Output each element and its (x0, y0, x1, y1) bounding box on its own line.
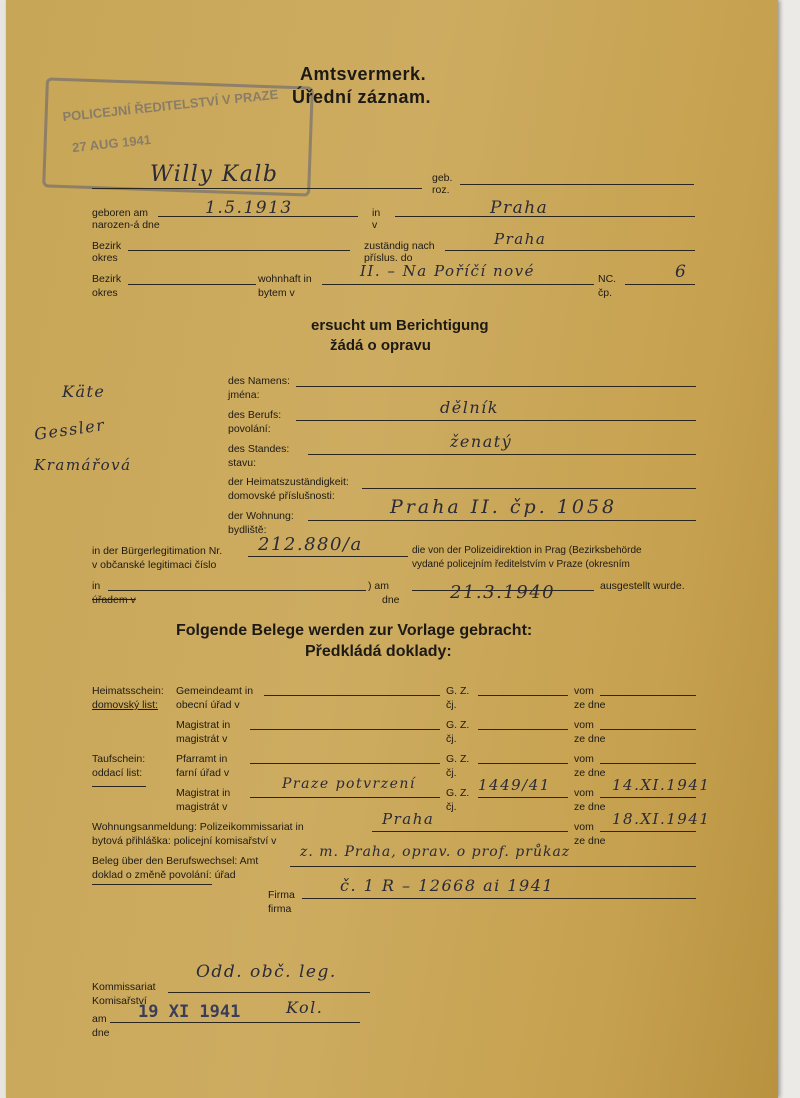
cp-label: čp. (598, 287, 613, 299)
nc-label: NC. (598, 273, 617, 285)
legit-ausgestellt: ausgestellt wurde. (600, 580, 685, 592)
birth-date-hw: 1.5.1913 (205, 198, 293, 218)
name-hw: Willy Kalb (150, 162, 279, 187)
corr-heimat-cs: domovské příslušnosti: (228, 490, 335, 502)
firma-value-hw: č. 1 R – 12668 ai 1941 (340, 876, 555, 895)
legit-de-prefix: in der Bürgerlegitimation Nr. (92, 545, 223, 557)
legit-uradem-label: úřadem v (92, 594, 136, 606)
corr-standes-cs: stavu: (228, 457, 257, 469)
legit-dne-label: dne (382, 594, 400, 606)
legit-de-suffix: die von der Polizeidirektion in Prag (Bezirksbehörde (412, 545, 642, 556)
wohnung-value-hw: Praha (382, 810, 435, 828)
margin-note-1: Käte (62, 382, 106, 401)
vom-label-5: vom (574, 821, 594, 833)
geb-label: geb. (432, 172, 453, 184)
wohnhaft-hw: II. – Na Poříčí nové (360, 262, 535, 280)
corr-namens-cs: jména: (228, 389, 260, 401)
vom-label-4: vom (574, 787, 594, 799)
geboren-label: geboren am (92, 207, 149, 219)
legit-date-hw: 21.3.1940 (450, 582, 556, 603)
legit-cs-prefix: v občanské legitimaci číslo (92, 559, 217, 571)
heimatsschein-label: Heimatsschein: (92, 685, 164, 697)
stamp-text-1: POLICEJNÍ ŘEDITELSTVÍ V PRAZE (61, 86, 279, 125)
corr-standes-de: des Standes: (228, 443, 290, 455)
magistrat-cs-label-1: magistrát v (176, 733, 228, 745)
zustandig-label: zuständig nach (364, 240, 435, 252)
zedne-label-3: ze dne (574, 767, 606, 779)
cj-label-3: čj. (446, 767, 457, 779)
stamp-text-2: 27 AUG 1941 (71, 131, 152, 156)
corr-berufs-value: dělník (440, 398, 499, 417)
corr-standes-value: ženatý (450, 432, 513, 451)
wohnhaft-label: wohnhaft in (258, 273, 312, 285)
section1-cs: žádá o opravu (330, 337, 431, 354)
beleg-value-hw: z. m. Praha, oprav. o prof. průkaz (300, 844, 571, 860)
farni-label: farní úřad v (176, 767, 230, 779)
oddaci-label: oddací list: (92, 767, 143, 779)
magistrat-value-hw: Praze potvrzení (282, 776, 416, 792)
corr-wohnung-cs: bydliště: (228, 524, 267, 536)
zedne-label-4: ze dne (574, 801, 606, 813)
zedne-label-2: ze dne (574, 733, 606, 745)
corr-wohnung-value: Praha II. čp. 1058 (390, 496, 618, 518)
in-label: in (372, 207, 381, 219)
firma-de: Firma (268, 889, 295, 901)
scan-edge (778, 0, 800, 1098)
magistrat-label-1: Magistrat in (176, 719, 231, 731)
gz-label-3: G. Z. (446, 753, 470, 765)
title-de: Amtsvermerk. (300, 64, 427, 84)
legit-cs-suffix: vydané policejním ředitelstvím v Praze (okresním (412, 559, 630, 570)
bezirk-label: Bezirk (92, 240, 122, 252)
magistrat-label-2: Magistrat in (176, 787, 231, 799)
gz-label-2: G. Z. (446, 719, 470, 731)
section2-cs: Předkládá doklady: (305, 643, 452, 660)
cj-label-1: čj. (446, 699, 457, 711)
nc-hw: 6 (675, 262, 688, 282)
zustandig-hw: Praha (494, 230, 547, 248)
date-stamp: 19 XI 1941 (138, 1002, 241, 1022)
vom-label-1: vom (574, 685, 594, 697)
roz-label: roz. (432, 184, 450, 196)
cj-label-4: čj. (446, 801, 457, 813)
initials-hw: Kol. (286, 998, 324, 1017)
beleg-cs: doklad o změně povolání: úřad (92, 869, 236, 881)
okres-label: okres (92, 252, 118, 264)
legit-am-label: ) am (368, 580, 389, 592)
birth-place-hw: Praha (490, 198, 549, 218)
wohnung-cs: bytová přihláška: policejní komisařství v (92, 835, 277, 847)
kommissariat-label: Kommissariat (92, 981, 156, 993)
corr-namens-de: des Namens: (228, 375, 290, 387)
vom-label-3: vom (574, 753, 594, 765)
obecni-label: obecní úřad v (176, 699, 240, 711)
magistrat-cs-label-2: magistrát v (176, 801, 228, 813)
vom-label-2: vom (574, 719, 594, 731)
legit-number-hw: 212.880/a (258, 534, 363, 555)
wohnung-vom-hw: 18.XI.1941 (612, 810, 711, 828)
am-label: am (92, 1013, 107, 1025)
narozen-label: narozen-á dne (92, 219, 160, 231)
title-cs: Úřední záznam. (292, 87, 432, 107)
zedne-label-5: ze dne (574, 835, 606, 847)
wohnung-de: Wohnungsanmeldung: Polizeikommissariat in (92, 821, 304, 833)
pfarramt-label: Pfarramt in (176, 753, 228, 765)
section1-de: ersucht um Berichtigung (311, 317, 489, 334)
legit-in-label: in (92, 580, 101, 592)
corr-berufs-de: des Berufs: (228, 409, 282, 421)
section2-de: Folgende Belege werden zur Vorlage gebracht: (176, 622, 533, 639)
corr-heimat-de: der Heimatszuständigkeit: (228, 476, 349, 488)
komisarstvi-label: Komisařství (92, 995, 147, 1007)
beleg-de: Beleg über den Berufswechsel: Amt (92, 855, 259, 867)
gz-label-4: G. Z. (446, 787, 470, 799)
cj-label-2: čj. (446, 733, 457, 745)
corr-berufs-cs: povolání: (228, 423, 271, 435)
bytem-label: bytem v (258, 287, 295, 299)
corr-wohnung-de: der Wohnung: (228, 510, 294, 522)
magistrat-gz-hw: 1449/41 (478, 776, 551, 794)
prislus-label: příslus. do (364, 252, 413, 264)
taufschein-label: Taufschein: (92, 753, 146, 765)
okres2-label: okres (92, 287, 118, 299)
margin-note-3: Kramářová (34, 456, 132, 474)
zedne-label-1: ze dne (574, 699, 606, 711)
dne-label: dne (92, 1027, 110, 1039)
kommissariat-hw: Odd. obč. leg. (196, 962, 337, 982)
gemeindeamt-label: Gemeindeamt in (176, 685, 254, 697)
firma-cs: firma (268, 903, 292, 915)
margin-note-2: Gessler (33, 415, 107, 444)
v-label: v (372, 219, 378, 231)
domovsky-label: domovský list: (92, 699, 158, 711)
bezirk2-label: Bezirk (92, 273, 122, 285)
gz-label-1: G. Z. (446, 685, 470, 697)
magistrat-vom-hw: 14.XI.1941 (612, 776, 711, 794)
